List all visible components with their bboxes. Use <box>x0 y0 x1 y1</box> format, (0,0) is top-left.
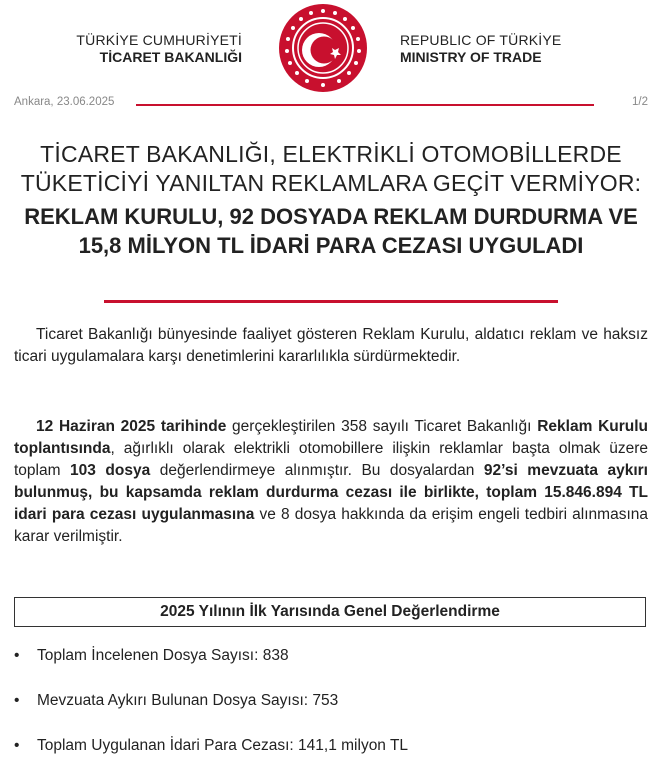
press-release-title <box>20 140 642 260</box>
paragraph-text: , ağırlıklı olarak elektrikli otomobillere ilişkin reklamlar başta olmak üzere toplam <box>14 440 648 479</box>
document-date: Ankara, 23.06.2025 <box>14 96 115 108</box>
meta-divider <box>136 104 594 106</box>
paragraph-text: değerlendirmeye alınmıştır. Bu dosyalardan <box>150 462 484 479</box>
summary-heading-box: 2025 Yılının İlk Yarısında Genel Değerlendirme <box>14 597 646 627</box>
file-count: 103 dosya <box>70 462 151 479</box>
summary-list <box>14 645 648 780</box>
list-item-text: Toplam İncelenen Dosya Sayısı: 838 <box>37 647 289 664</box>
bullet-icon: • <box>14 647 20 664</box>
list-item <box>14 645 648 690</box>
document-meta <box>14 96 648 112</box>
list-item <box>14 690 648 735</box>
title-line-bold: REKLAM KURULU, 92 DOSYADA REKLAM DURDURMA VE 15,8 MİLYON TL İDARİ PARA CEZASI UYGULADI <box>24 204 638 258</box>
title-divider <box>104 300 558 303</box>
ministry-name-tr: TİCARET BAKANLIĞI <box>99 49 242 65</box>
republic-name-tr: TÜRKİYE CUMHURİYETİ <box>76 32 242 48</box>
list-item <box>14 735 648 780</box>
details-paragraph <box>14 416 648 548</box>
ministry-name-turkish <box>76 32 242 66</box>
title-line-regular: TİCARET BAKANLIĞI, ELEKTRİKLİ OTOMOBİLLERDE TÜKETİCİYİ YANILTAN REKLAMLARA GEÇİT VERMİYOR: <box>20 141 642 196</box>
penalty-summary: 92’si mevzuata aykırı bulunmuş, bu kapsamda reklam durdurma cezası ile birlikte, toplam 15.846.894 TL idari para cezası uygulanmasına <box>14 462 648 523</box>
intro-paragraph: Ticaret Bakanlığı bünyesinde faaliyet gösteren Reklam Kurulu, aldatıcı reklam ve haksız ticari uygulamalara karşı denetimlerini kararlılıkla sürdürmektedir. <box>14 326 648 365</box>
bullet-icon: • <box>14 692 20 709</box>
ministry-name-en: MINISTRY OF TRADE <box>400 49 542 65</box>
ministry-name-english <box>400 32 561 66</box>
paragraph-text: ve 8 dosya hakkında da erişim engeli tedbiri alınmasına karar verilmiştir. <box>14 506 648 545</box>
paragraph-text: gerçekleştirilen 358 sayılı Ticaret Bakanlığı <box>226 418 538 435</box>
list-item-text: Mevzuata Aykırı Bulunan Dosya Sayısı: 753 <box>37 692 339 709</box>
list-item-text: Toplam Uygulanan İdari Para Cezası: 141,1 milyon TL <box>37 737 409 754</box>
meeting-date: 12 Haziran 2025 tarihinde <box>36 418 227 435</box>
bullet-icon: • <box>14 737 20 754</box>
crescent-star-seal-icon <box>277 2 369 94</box>
republic-name-en: REPUBLIC OF TÜRKİYE <box>400 32 562 48</box>
letterhead <box>0 0 662 95</box>
meeting-name: Reklam Kurulu toplantısında <box>14 418 648 457</box>
page-number: 1/2 <box>632 96 648 108</box>
